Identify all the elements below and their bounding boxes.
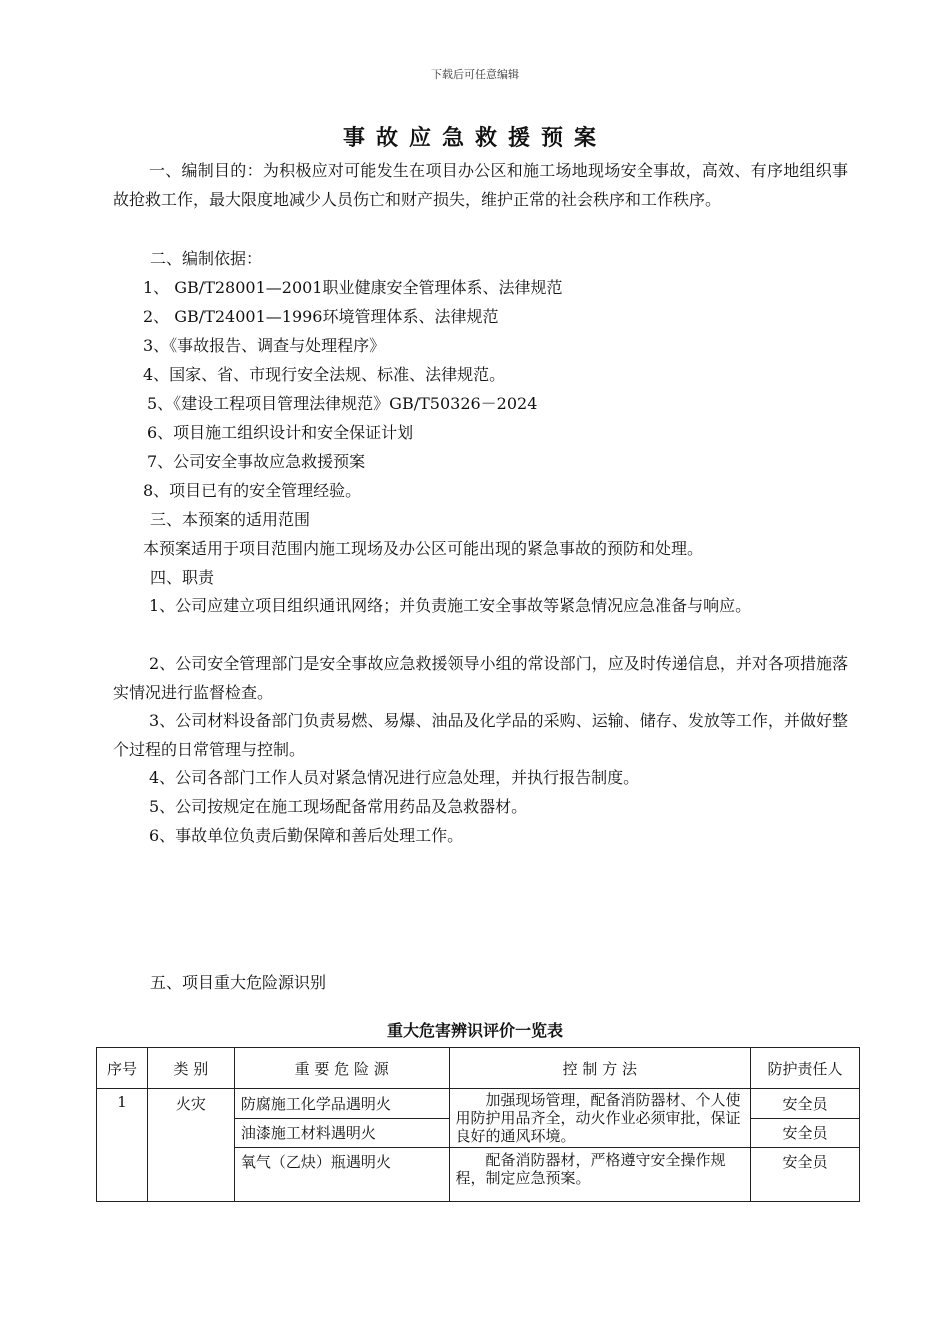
duty-item: 5、公司按规定在施工现场配备常用药品及急救器材。 — [149, 797, 528, 816]
scope-heading: 三、本预案的适用范围 — [150, 510, 311, 529]
document-title: 事故应急救援预案 — [342, 125, 607, 151]
duty-item: 2、公司安全管理部门是安全事故应急救援领导小组的常设部门，应及时传递信息，并对各项措施落实情况进行监督检查。 — [113, 654, 848, 702]
hazard-source-cell: 防腐施工化学品遇明火 — [234, 1089, 449, 1119]
basis-item: 6、项目施工组织设计和安全保证计划 — [147, 423, 414, 442]
purpose-paragraph: 一、编制目的：为积极应对可能发生在项目办公区和施工场地现场安全事故，高效、有序地组织事故抢救工作，最大限度地减少人员伤亡和财产损失，维护正常的社会秩序和工作秩序。 — [113, 161, 848, 209]
control-method-cell — [449, 1089, 751, 1148]
header-category: 类 别 — [147, 1048, 234, 1089]
control-method-cell — [449, 1148, 751, 1202]
duty-item: 4、公司各部门工作人员对紧急情况进行应急处理，并执行报告制度。 — [149, 768, 640, 787]
table-header-row — [97, 1048, 860, 1089]
basis-item: 4、国家、省、市现行安全法规、标准、法律规范。 — [143, 365, 506, 384]
basis-item: 1、 GB/T28001—2001职业健康安全管理体系、法律规范 — [143, 278, 563, 297]
owner-cell: 安全员 — [751, 1148, 860, 1202]
header-hazard-source: 重 要 危 险 源 — [234, 1048, 449, 1089]
hazard-source-cell: 氧气（乙炔）瓶遇明火 — [234, 1148, 449, 1202]
row-category: 火灾 — [147, 1089, 234, 1202]
basis-heading: 二、编制依据： — [150, 249, 263, 268]
row-no: 1 — [97, 1089, 148, 1202]
owner-cell: 安全员 — [751, 1118, 860, 1148]
header-control-method: 控 制 方 法 — [449, 1048, 751, 1089]
duty-item: 3、公司材料设备部门负责易燃、易爆、油品及化学品的采购、运输、储存、发放等工作，并做好整个过程的日常管理与控制。 — [113, 711, 848, 759]
basis-item: 3、《事故报告、调查与处理程序》 — [143, 336, 386, 355]
control-method-text: 配备消防器材，严格遵守安全操作规程，制定应急预案。 — [455, 1151, 726, 1187]
owner-cell: 安全员 — [751, 1089, 860, 1119]
hazard-table — [96, 1047, 860, 1202]
scope-text: 本预案适用于项目范围内施工现场及办公区可能出现的紧急事故的预防和处理。 — [143, 539, 704, 558]
hazard-source-cell: 油漆施工材料遇明火 — [234, 1118, 449, 1148]
duties-heading: 四、职责 — [150, 568, 215, 587]
table-title: 重大危害辨识评价一览表 — [386, 1021, 563, 1040]
control-method-text: 加强现场管理，配备消防器材、个人使用防护用品齐全，动火作业必须审批，保证良好的通风环境。 — [455, 1091, 741, 1145]
basis-item: 5、《建设工程项目管理法律规范》GB/T50326－2024 — [147, 394, 538, 413]
basis-item: 2、 GB/T24001—1996环境管理体系、法律规范 — [143, 307, 499, 326]
basis-item: 8、项目已有的安全管理经验。 — [143, 481, 362, 500]
hazard-heading: 五、项目重大危险源识别 — [150, 973, 327, 992]
table-row — [97, 1089, 860, 1119]
duty-item: 6、事故单位负责后勤保障和善后处理工作。 — [149, 826, 464, 845]
header-note: 下载后可任意编辑 — [431, 68, 519, 81]
duty-item: 1、公司应建立项目组织通讯网络；并负责施工安全事故等紧急情况应急准备与响应。 — [149, 596, 752, 615]
basis-item: 7、公司安全事故应急救援预案 — [147, 452, 366, 471]
header-owner: 防护责任人 — [751, 1048, 860, 1089]
header-no: 序号 — [97, 1048, 148, 1089]
